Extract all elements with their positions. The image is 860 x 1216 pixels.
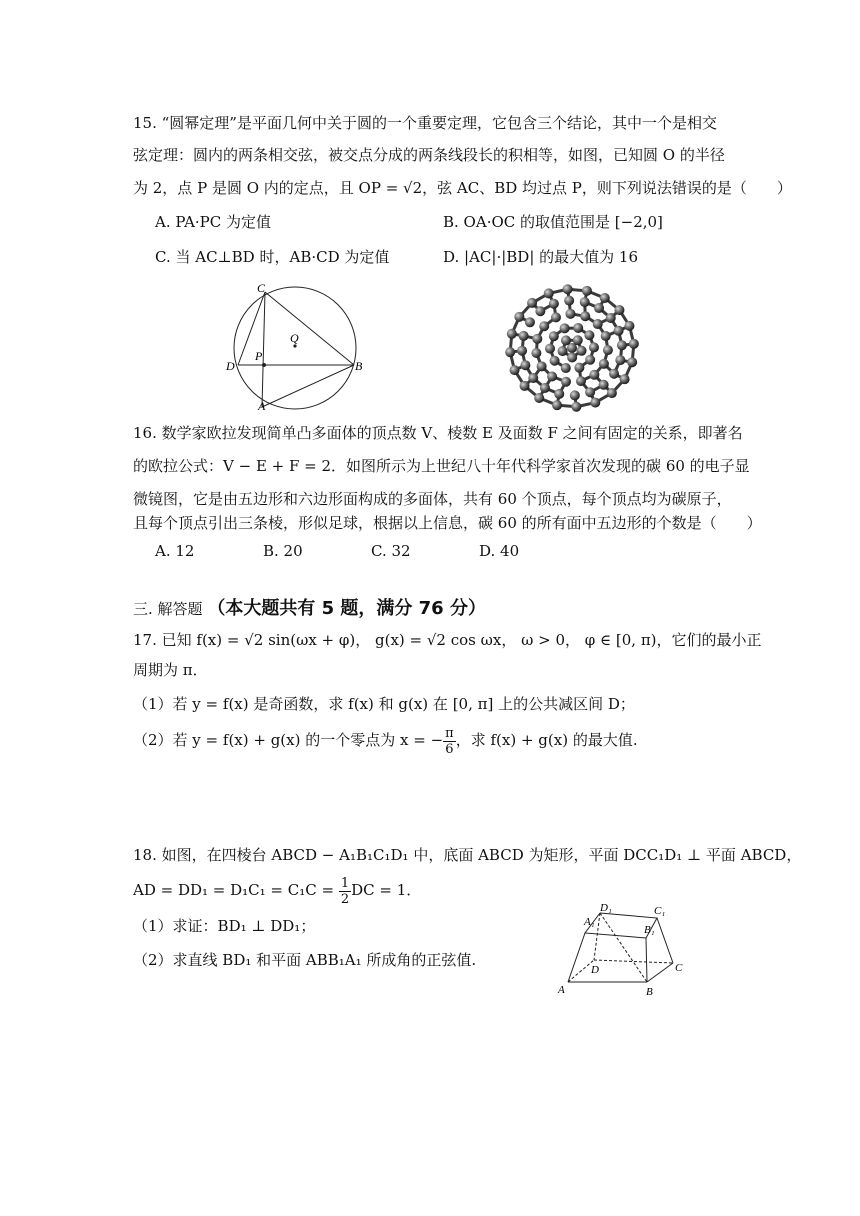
c60-atom xyxy=(534,393,544,403)
q16-line-3: 微镜图，它是由五边形和六边形面构成的多面体，共有 60 个顶点，每个顶点均为碳原子， xyxy=(133,490,732,508)
q17-fraction-denominator: 6 xyxy=(445,741,454,757)
q16-option-d: D. 40 xyxy=(479,542,520,560)
frustum-figure xyxy=(550,900,690,1000)
c60-atom xyxy=(615,355,625,365)
label-a: A xyxy=(258,399,266,413)
c60-atom xyxy=(603,345,613,355)
q18-fraction xyxy=(339,876,351,907)
q17-part-1: （1）若 y = f(x) 是奇函数，求 f(x) 和 g(x) 在 [0, π] 上的公共减区间 D； xyxy=(133,695,635,713)
label-d: D xyxy=(591,964,599,976)
c60-atom xyxy=(520,360,530,370)
c60-atom xyxy=(540,383,550,393)
c60-atom xyxy=(520,381,530,391)
c60-atom xyxy=(549,299,559,309)
section-3-score-note: （本大题共有 5 题，满分 76 分） xyxy=(207,598,486,619)
q15-line-2: 弦定理：圆内的两条相交弦，被交点分成的两条线段长的积相等，如图，已知圆 O 的半径 xyxy=(133,146,725,164)
c60-atom xyxy=(505,347,515,357)
c60-atom xyxy=(600,293,610,303)
q18-line-2-pre: AD = DD₁ = D₁C₁ = C₁C = xyxy=(133,881,339,899)
c60-atom xyxy=(590,398,600,408)
q17-part-2-post: ，求 f(x) + g(x) 的最大值. xyxy=(455,731,638,749)
c60-atom xyxy=(571,402,581,412)
c60-atom xyxy=(627,357,637,367)
q16-line-1: 16. 数学家欧拉发现简单凸多面体的顶点数 V、棱数 E 及面数 F 之间有固定的关系，即著名 xyxy=(133,424,743,442)
c60-atoms xyxy=(505,284,639,412)
label-b: B xyxy=(646,986,653,998)
c60-atom xyxy=(620,374,630,384)
label-d: D xyxy=(226,359,235,373)
q18-line-1: 18. 如图，在四棱台 ABCD − A₁B₁C₁D₁ 中，底面 ABCD 为矩形，平面 DCC₁D₁ ⊥ 平面 ABCD， xyxy=(133,846,802,864)
label-b1: B₁ xyxy=(644,924,655,936)
edge-bc xyxy=(647,963,673,982)
c60-atom xyxy=(563,284,573,294)
c60-atom xyxy=(617,340,627,350)
edge-bb1 xyxy=(646,938,647,982)
c60-atom xyxy=(580,311,590,321)
c60-atom xyxy=(607,388,617,398)
c60-atom xyxy=(510,365,520,375)
c60-atom xyxy=(573,335,583,345)
point-p xyxy=(262,363,266,367)
c60-atom xyxy=(614,326,624,336)
q18-line-2-post: DC = 1． xyxy=(351,881,422,899)
c60-atom xyxy=(514,312,524,322)
label-c1: C₁ xyxy=(654,905,666,917)
c60-molecule-image xyxy=(502,282,642,414)
c60-atom xyxy=(507,329,517,339)
q16-line-2: 的欧拉公式：V − E + F = 2．如图所示为上世纪八十年代科学家首次发现的碳 60 的电子显 xyxy=(133,457,750,475)
c60-atom xyxy=(531,348,541,358)
q17-fraction-numerator: π xyxy=(445,725,454,741)
label-c: C xyxy=(675,962,683,974)
q18-fraction-numerator: 1 xyxy=(340,875,350,891)
c60-atom xyxy=(550,356,560,366)
c60-atom xyxy=(545,344,555,354)
c60-atom xyxy=(527,298,537,308)
c60-atom xyxy=(582,286,592,296)
c60-atom xyxy=(567,352,577,362)
q18-fraction-denominator: 2 xyxy=(340,891,350,907)
c60-atom xyxy=(599,359,609,369)
q16-option-c: C. 32 xyxy=(371,542,411,560)
q15-option-c: C. 当 AC⊥BD 时，AB·CD 为定值 xyxy=(155,248,390,266)
c60-atom xyxy=(552,400,562,410)
c60-atom xyxy=(525,317,535,327)
segment-bd1 xyxy=(600,913,647,982)
q18-line-2 xyxy=(133,872,421,908)
c60-atom xyxy=(606,313,616,323)
label-a: A xyxy=(558,984,565,996)
c60-atom xyxy=(517,346,527,356)
c60-atom xyxy=(576,376,586,386)
q17-line-1: 17. 已知 f(x) = √2 sin(ωx + φ)， g(x) = √2 cos ωx， ω > 0， φ ∈ [0, π)，它们的最小正 xyxy=(133,631,762,649)
c60-atom xyxy=(519,331,529,341)
c60-atom xyxy=(589,370,599,380)
c60-atom xyxy=(629,339,639,349)
chord-ac xyxy=(262,292,265,407)
q17-part-2 xyxy=(133,722,638,758)
q18-part-2: （2）求直线 BD₁ 和平面 ABB₁A₁ 所成角的正弦值. xyxy=(133,951,477,969)
c60-atom xyxy=(551,312,561,322)
q15-line-1: 15. “圆幂定理”是平面几何中关于圆的一个重要定理，它包含三个结论，其中一个是相交 xyxy=(133,114,717,132)
label-c: C xyxy=(257,281,266,295)
q15-line-3: 为 2，点 P 是圆 O 内的定点，且 OP = √2，弦 AC、BD 均过点 P，则下列说法错误的是（ ） xyxy=(133,179,792,197)
label-a1: A₁ xyxy=(584,916,595,928)
c60-atom xyxy=(585,387,595,397)
c60-atom xyxy=(580,297,590,307)
c60-atom xyxy=(593,319,603,329)
c60-atom xyxy=(560,323,570,333)
label-p: P xyxy=(255,349,263,363)
q16-line-4: 且每个顶点引出三条棱，形似足球，根据以上信息，碳 60 的所有面中五边形的个数是（ ） xyxy=(133,514,762,532)
edge-dc xyxy=(594,960,673,963)
label-b: B xyxy=(355,359,363,373)
q16-option-b: B. 20 xyxy=(263,542,303,560)
c60-atom xyxy=(589,342,599,352)
label-o: Q xyxy=(290,331,299,345)
label-d1: D₁ xyxy=(600,902,612,914)
c60-atom xyxy=(585,355,595,365)
c60-atom xyxy=(584,330,594,340)
c60-atom xyxy=(614,305,624,315)
q17-line-2: 周期为 π． xyxy=(133,661,208,679)
c60-atom xyxy=(594,303,604,313)
c60-atom xyxy=(624,321,634,331)
c60-atom xyxy=(561,335,571,345)
segment-cb xyxy=(265,292,354,365)
c60-atom xyxy=(554,389,564,399)
c60-atom xyxy=(549,331,559,341)
c60-atom xyxy=(573,323,583,333)
section-3-heading xyxy=(133,594,486,620)
q15-option-b: B. OA·OC 的取值范围是 [−2,0] xyxy=(443,213,663,231)
c60-atom xyxy=(547,371,557,381)
q17-fraction xyxy=(443,726,456,757)
q17-part-2-pre: （2）若 y = f(x) + g(x) 的一个零点为 x = − xyxy=(133,731,444,749)
c60-atom xyxy=(609,369,619,379)
c60-atom xyxy=(564,296,574,306)
circle-o xyxy=(234,287,356,409)
q18-part-1: （1）求证：BD₁ ⊥ DD₁； xyxy=(133,917,316,935)
c60-atom xyxy=(539,321,549,331)
c60-atom xyxy=(561,377,571,387)
q15-option-d: D. |AC|·|BD| 的最大值为 16 xyxy=(443,248,638,266)
q15-option-a: A. PA·PC 为定值 xyxy=(155,213,272,231)
c60-atom xyxy=(570,390,580,400)
c60-atom xyxy=(577,346,587,356)
c60-atom xyxy=(532,334,542,344)
c60-atom xyxy=(574,363,584,373)
edge-cc1 xyxy=(657,918,673,963)
circle-figure xyxy=(220,280,370,415)
section-3-label: 三. 解答题 xyxy=(133,600,203,618)
q16-option-a: A. 12 xyxy=(155,542,195,560)
c60-atom xyxy=(537,361,547,371)
segment-ab xyxy=(262,365,354,407)
c60-atom xyxy=(535,306,545,316)
c60-atom xyxy=(599,380,609,390)
c60-atom xyxy=(558,346,568,356)
c60-atom xyxy=(601,331,611,341)
c60-atom xyxy=(528,373,538,383)
c60-atom xyxy=(544,288,554,298)
c60-atom xyxy=(565,309,575,319)
c60-atom xyxy=(561,363,571,373)
